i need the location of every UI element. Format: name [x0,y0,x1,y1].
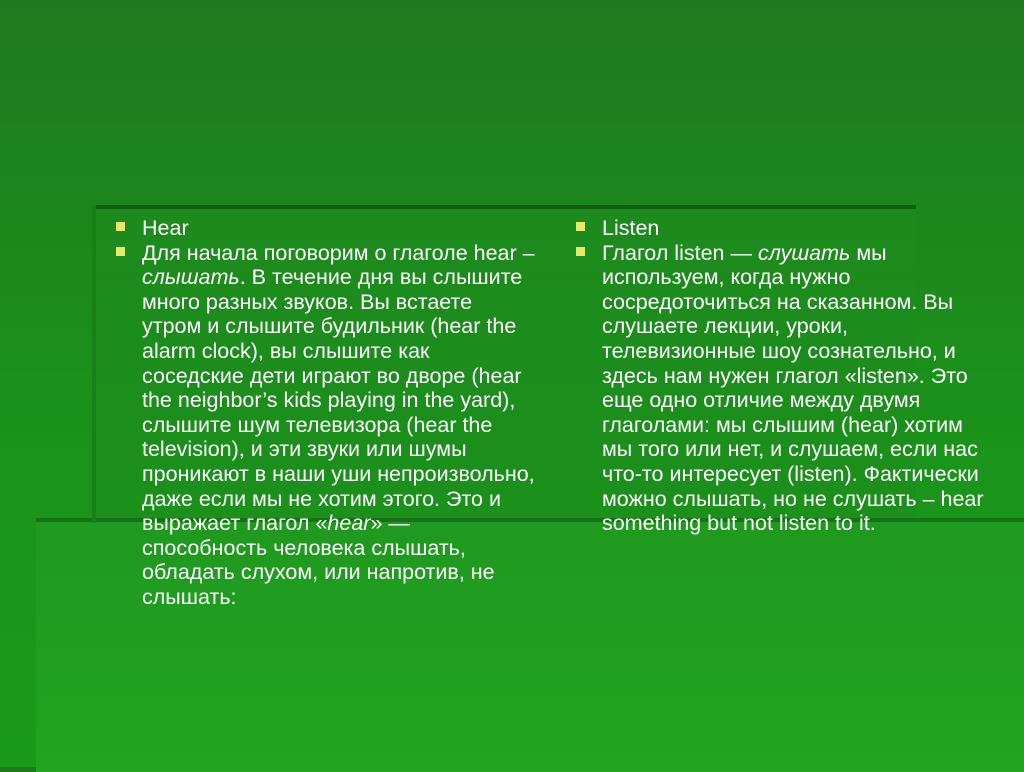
left-body-part3: » — способность человека слышать, обладать слухом, или напротив, не слышать: [142,511,495,609]
left-body-part2: . В течение дня вы слышите много разных звуков. Вы встаете утром и слышите будильник (hear the alarm clock), вы слышите как соседские дети играют во дворе (hear the neighbor’s kids playing in the yard), слышите шум телевизора (hear the television), и эти звуки или шумы проникают в наши уши непроизвольно, даже если мы не хотим этого. Это и выражает глагол « [142,265,535,536]
left-body-item [116,241,536,610]
right-heading: Listen [602,216,660,240]
left-body-italic2: hear [327,511,371,536]
right-body-part1: Глагол listen — [602,240,758,265]
left-body-italic1: слышать [142,265,240,290]
square-bullet-icon [576,247,585,256]
left-body-part1: Для начала поговорим о глаголе hear – [142,240,535,265]
decorative-panel-edge [92,205,96,523]
right-body-italic1: слушать [757,240,851,265]
right-column [576,216,996,536]
square-bullet-icon [116,247,125,256]
square-bullet-icon [576,222,585,231]
left-heading: Hear [142,216,189,240]
right-body-item [576,241,996,536]
square-bullet-icon [116,222,125,231]
right-body-part2: мы используем, когда нужно сосредоточиться на сказанном. Вы слушаете лекции, уроки, телевизионные шоу сознательно, и здесь нам нужен глагол «listen». Это еще одно отличие между двумя глаголами: мы слышим (hear) хотим мы того или нет, и слушаем, если нас что-то интересует (listen). Фактически можно слышать, но не слушать – hear something but not listen to it. [602,240,984,536]
left-column [116,216,536,610]
left-heading-item [116,216,536,241]
right-heading-item [576,216,996,241]
